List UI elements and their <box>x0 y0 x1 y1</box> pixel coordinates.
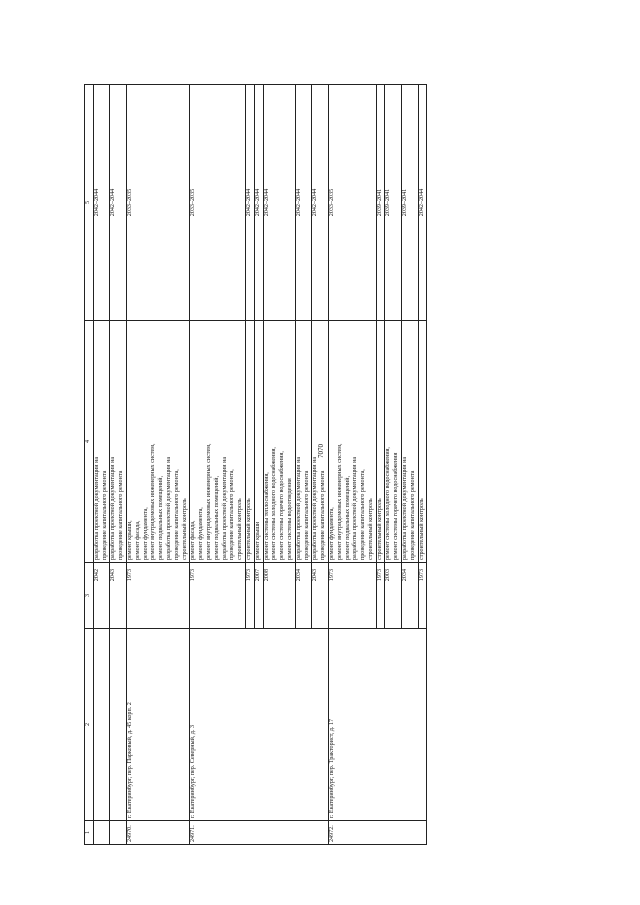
year-cell: 2003 <box>385 563 402 629</box>
period-cell: 2039–2041 <box>385 85 402 321</box>
year-cell: 1973 <box>376 563 385 629</box>
work-item: ремонт крыши <box>254 521 261 560</box>
table-row <box>328 85 376 845</box>
work-item: разработка проектной документации на <box>110 456 117 560</box>
year-cell: 2008 <box>263 563 295 629</box>
works-cell <box>254 321 263 563</box>
works-cell <box>245 321 254 563</box>
capital-repair-table <box>84 84 427 845</box>
table-row <box>93 85 110 845</box>
period-cell: 2033–2035 <box>190 85 246 321</box>
row-number <box>110 821 127 845</box>
period-cell: 2039–2041 <box>402 85 419 321</box>
year-cell: 2034 <box>402 563 419 629</box>
year-cell: 1973 <box>418 563 427 629</box>
work-item: ремонт внутридомовых инженерных систем, <box>336 443 343 560</box>
works-cell <box>190 321 246 563</box>
work-item: ремонт фундамента, <box>328 507 335 560</box>
works-cell <box>312 321 329 563</box>
work-item: разработка проектной документации на <box>295 456 302 560</box>
year-cell: 2043 <box>312 563 329 629</box>
work-item: ремонт подвальных помещений, <box>344 475 351 560</box>
work-item: ремонт системы теплоснабжения, <box>263 472 270 560</box>
table-body <box>93 85 427 845</box>
period-cell: 2033–2035 <box>126 85 189 321</box>
work-item: строительный контроль <box>418 498 425 560</box>
row-number: 24972. <box>328 821 427 845</box>
header-col-5: 5 <box>85 85 94 321</box>
header-col-4: 4 <box>85 321 94 563</box>
address-cell: г. Екатеринбург, пер. Парковый, д. 45 корп. 2 <box>126 629 189 821</box>
address-cell <box>93 629 110 821</box>
work-item: ремонт подвальных помещений, <box>213 475 220 560</box>
period-cell: 2042–2044 <box>418 85 427 321</box>
year-cell: 1973 <box>245 563 254 629</box>
year-cell: 2007 <box>254 563 263 629</box>
table-row <box>110 85 127 845</box>
row-number <box>93 821 110 845</box>
page-number: 7070 <box>317 444 325 458</box>
header-col-3: 3 <box>85 563 94 629</box>
work-item: проведение капитального ремонта <box>303 470 310 560</box>
work-item: ремонт внутридомовых инженерных систем, <box>150 443 157 560</box>
work-item: проведение капитального ремонта <box>409 470 416 560</box>
work-item: ремонт фундамента, <box>142 507 149 560</box>
works-cell <box>418 321 427 563</box>
header-col-1: 1 <box>85 821 94 845</box>
period-cell: 2033–2035 <box>328 85 376 321</box>
works-cell <box>328 321 376 563</box>
works-cell <box>126 321 189 563</box>
period-cell: 2042–2044 <box>295 85 312 321</box>
work-item: разработка проектной документации на <box>93 456 100 560</box>
work-item: проведение капитального ремонта <box>320 470 327 560</box>
period-cell: 2042–2044 <box>245 85 254 321</box>
row-number: 24970. <box>126 821 189 845</box>
works-cell <box>376 321 385 563</box>
address-cell: г. Екатеринбург, пер. Тракторист, д. 17 <box>328 629 427 821</box>
work-item: ремонт системы горячего водоснабжения <box>393 452 400 560</box>
address-cell: г. Екатеринбург, пер. Северный, д. 3 <box>190 629 329 821</box>
work-item: проведение капитального ремонта, <box>360 469 367 560</box>
works-cell <box>93 321 110 563</box>
work-item: разработка проектной документации на <box>352 456 359 560</box>
work-item: ремонт крыши, <box>126 520 133 560</box>
work-item: разработка проектной документации на <box>312 456 319 560</box>
header-col-2: 2 <box>85 629 94 821</box>
work-item: проведение капитального ремонта <box>101 470 108 560</box>
table-row <box>126 85 189 845</box>
work-item: ремонт подвальных помещений, <box>158 475 165 560</box>
header-row <box>85 85 94 845</box>
period-cell: 2042–2044 <box>312 85 329 321</box>
period-cell: 2042–2044 <box>263 85 295 321</box>
address-cell <box>110 629 127 821</box>
year-cell: 1973 <box>126 563 189 629</box>
work-item: проведение капитального ремонта, <box>173 469 180 560</box>
work-item: ремонт внутридомовых инженерных систем, <box>205 443 212 560</box>
work-item: ремонт фасада, <box>190 520 197 560</box>
works-cell <box>402 321 419 563</box>
year-cell: 2043 <box>110 563 127 629</box>
year-cell: 2042 <box>93 563 110 629</box>
work-item: ремонт системы холодного водоснабжения, <box>271 447 278 560</box>
year-cell: 1973 <box>190 563 246 629</box>
work-item: строительный контроль <box>367 498 374 560</box>
works-cell <box>295 321 312 563</box>
work-item: строительный контроль <box>181 498 188 560</box>
work-item: строительный контроль <box>245 498 252 560</box>
work-item: разработка проектной документации на <box>402 456 409 560</box>
rotated-document <box>84 85 600 845</box>
period-cell: 2039–2041 <box>376 85 385 321</box>
work-item: ремонт системы горячего водоснабжения, <box>279 451 286 560</box>
work-item: ремонт системы водоотведения <box>286 478 293 560</box>
table-row <box>190 85 246 845</box>
works-cell <box>110 321 127 563</box>
period-cell: 2042–2044 <box>254 85 263 321</box>
works-cell <box>385 321 402 563</box>
work-item: проведение капитального ремонта <box>118 470 125 560</box>
works-cell <box>263 321 295 563</box>
year-cell: 1973 <box>328 563 376 629</box>
work-item: ремонт фасада, <box>134 520 141 560</box>
work-item: строительный контроль <box>376 498 383 560</box>
work-item: разработка проектной документации на <box>165 456 172 560</box>
period-cell: 2042–2044 <box>93 85 110 321</box>
work-item: проведение капитального ремонта, <box>229 469 236 560</box>
work-item: ремонт системы холодного водоснабжения, <box>385 447 392 560</box>
work-item: строительный контроль <box>237 498 244 560</box>
work-item: разработка проектной документации на <box>221 456 228 560</box>
year-cell: 2034 <box>295 563 312 629</box>
work-item: ремонт фундамента, <box>198 507 205 560</box>
period-cell: 2042–2044 <box>110 85 127 321</box>
row-number: 24971. <box>190 821 329 845</box>
